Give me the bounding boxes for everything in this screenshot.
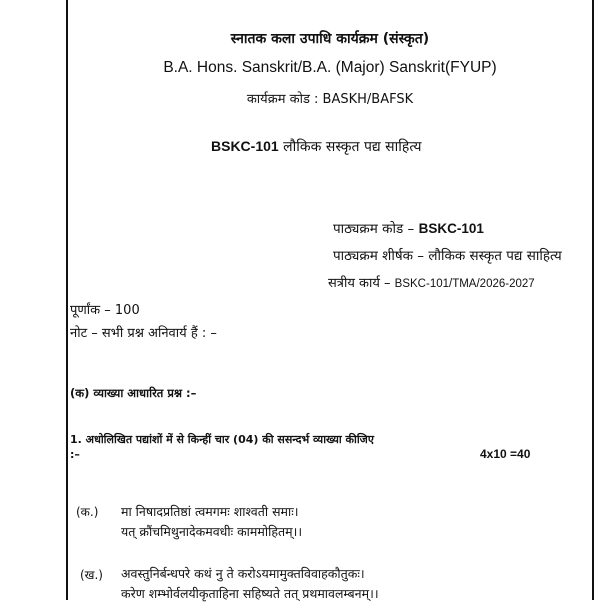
course-code-label: पाठ्यक्रम कोड –	[333, 221, 415, 237]
assignment-code-row	[328, 273, 535, 291]
course-heading	[211, 137, 422, 156]
programme-title-english: B.A. Hons. Sanskrit/B.A. (Major) Sanskrit(FYUP)	[163, 59, 497, 76]
course-title-value: लौकिक सस्कृत पद्य साहित्य	[428, 248, 562, 264]
verse-line: यत् क्रौंचमिथुनादेकमवधीः काममोहितम्।।	[121, 524, 303, 539]
verse-label: (ख.)	[80, 568, 103, 582]
question-1-text: 1. अधोलिखित पद्यांशों में से किन्हीं चार (04) की ससन्दर्भ व्याख्या कीजिए	[70, 433, 374, 446]
question-1-cont: :–	[70, 448, 80, 461]
verse-label: (क.)	[76, 505, 99, 519]
verse-line: मा निषादप्रतिष्ठां त्वमगमः शाश्वती समाः।	[121, 504, 299, 519]
course-code-row	[333, 219, 484, 237]
course-heading-code: BSKC-101	[211, 138, 279, 154]
course-title-label: पाठ्यक्रम शीर्षक –	[333, 248, 425, 264]
programme-code: कार्यक्रम कोड : BASKH/BAFSK	[246, 92, 414, 107]
question-1-marks: 4x10 =40	[480, 447, 531, 461]
verse-line: अवस्तुनिर्बन्धपरे कथं नु ते करोऽयमामुक्तविवाहकौतुकः।	[121, 566, 365, 581]
header-partial	[0, 0, 600, 7]
assignment-code-value: BSKC-101/TMA/2026-2027	[394, 278, 535, 290]
programme-title-hindi: स्नातक कला उपाधि कार्यक्रम (संस्कृत)	[230, 31, 430, 47]
instructions-note: नोट – सभी प्रश्न अनिवार्य हैं : –	[70, 326, 217, 341]
course-code-value: BSKC-101	[418, 221, 484, 236]
course-heading-title: लौकिक सस्कृत पद्य साहित्य	[283, 139, 422, 155]
total-marks: पूर्णांक – 100	[70, 303, 140, 318]
assignment-code-label: सत्रीय कार्य –	[328, 276, 391, 291]
course-title-row	[333, 246, 562, 264]
verse-line: करेण शम्भोर्वलयीकृताहिना सहिष्यते तत् प्रथमावलम्बनम्।।	[121, 586, 379, 601]
section-a-heading: (क) व्याख्या आधारित प्रश्न :–	[70, 386, 197, 400]
